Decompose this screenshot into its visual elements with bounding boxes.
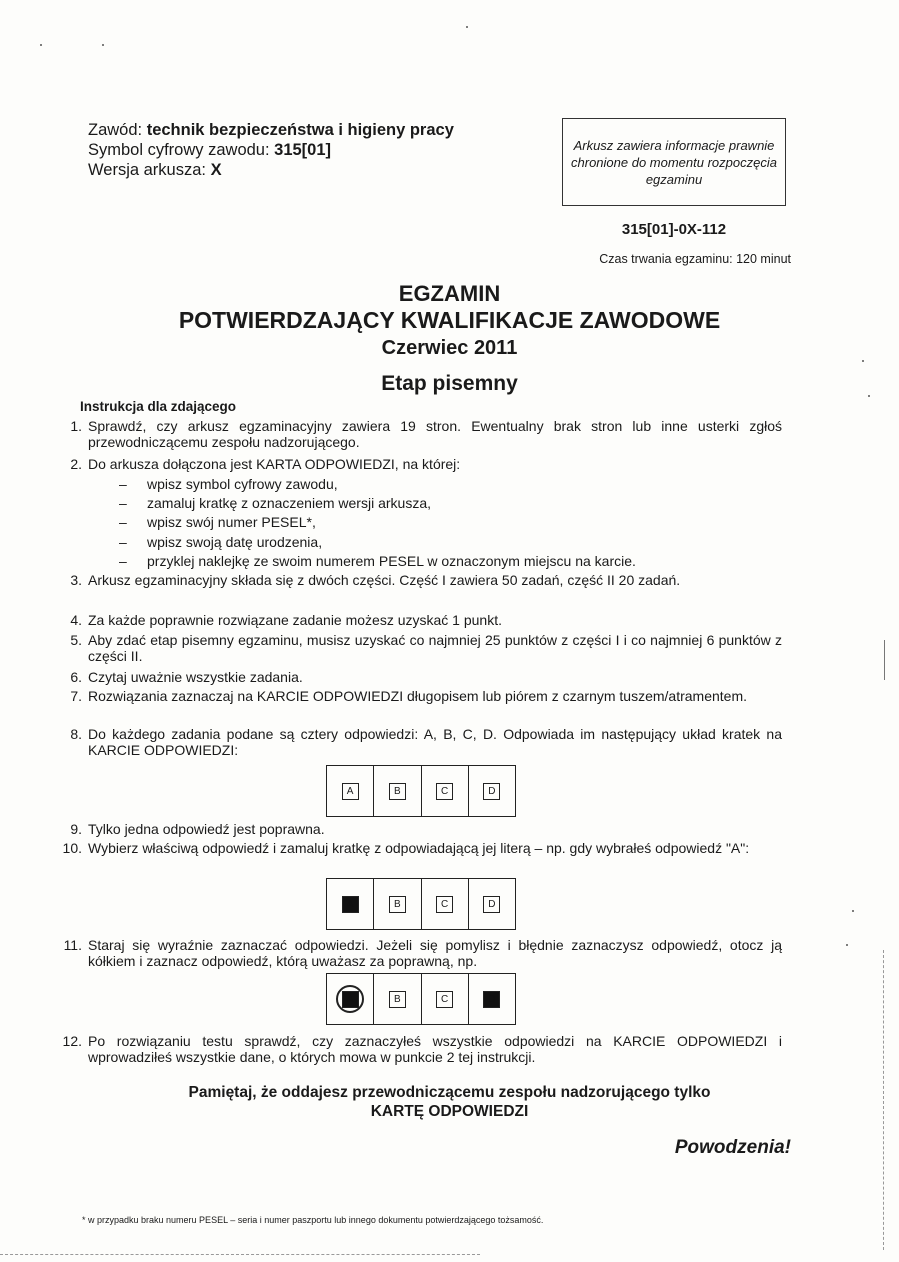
answer-cell-a [327,879,374,929]
subitem-text: wpisz symbol cyfrowy zawodu, [147,476,338,492]
confidential-notice-text: Arkusz zawiera informacje prawnie chronione do momentu rozpoczęcia egzaminu [571,137,777,187]
title-line-1: EGZAMIN [398,281,501,306]
reminder-line-2: KARTĘ ODPOWIEDZI [370,1103,529,1120]
answer-cell-d [469,766,515,816]
answer-box-c: C [436,783,453,800]
symbol-label: Symbol cyfrowy zawodu: [88,141,275,159]
instruction-text: Arkusz egzaminacyjny składa się z dwóch części. Część I zawiera 50 zadań, część II 20 zadań. [88,572,681,588]
answer-cell-b [374,766,421,816]
answer-box-c: C [436,896,453,913]
instruction-number: 4. [70,612,82,628]
subitem-dash: – [119,553,127,569]
profession-value: technik bezpieczeństwa i higieny pracy [146,121,454,139]
subitem-dash: – [119,476,127,492]
answer-cell-c [422,974,469,1024]
instruction-text: Staraj się wyraźnie zaznaczać odpowiedzi. Jeżeli się pomylisz i błędnie zaznaczysz odpowiedź, otocz ją kółkiem i zaznacz odpowiedź, którą uważasz za poprawną, np. [88,937,782,969]
scan-speck [846,944,848,946]
instruction-number: 5. [70,632,82,648]
answer-cell-c [422,766,469,816]
answer-cell-d [469,879,515,929]
subitem-dash: – [119,514,127,530]
instruction-text: Po rozwiązaniu testu sprawdź, czy zaznaczyłeś wszystkie odpowiedzi na KARCIE ODPOWIEDZI i wprowadziłeś wszystkie dane, o których mowa w punkcie 2 tej instrukcji. [88,1033,782,1065]
answer-box-b: B [389,896,406,913]
instruction-text: Do każdego zadania podane są cztery odpowiedzi: A, B, C, D. Odpowiada im następujący układ kratek na KARCIE ODPOWIEDZI: [88,726,782,758]
subitem-text: przyklej naklejkę ze swoim numerem PESEL w oznaczonym miejscu na karcie. [147,553,636,569]
exam-duration: Czas trwania egzaminu: 120 minut [599,252,791,266]
answer-box-d: D [483,783,500,800]
scan-edge-line [883,950,885,1250]
correction-circle [336,985,364,1013]
answer-grid-example-correction [326,973,516,1025]
answer-grid-example-a [326,878,516,930]
instruction-text: Rozwiązania zaznaczaj na KARCIE ODPOWIEDZI długopisem lub piórem z czarnym tuszem/atramentem. [88,688,748,704]
subitem-text: zamaluj kratkę z oznaczeniem wersji arkusza, [147,495,431,511]
instruction-text: Wybierz właściwą odpowiedź i zamaluj kratkę z odpowiadającą jej literą – np. gdy wybrałeś odpowiedź "A": [88,840,750,856]
subitem-text: wpisz swój numer PESEL*, [147,514,316,530]
version-label: Wersja arkusza: [88,161,211,179]
instruction-text: Aby zdać etap pisemny egzaminu, musisz uzyskać co najmniej 25 punktów z części I i co najmniej 6 punktów z części II. [88,632,782,664]
scan-speck [862,360,864,362]
confidential-notice-box [562,118,786,206]
answer-cell-c [422,879,469,929]
scan-bottom-line [0,1254,480,1255]
scan-speck [466,26,468,28]
scan-speck [102,44,104,46]
answer-cell-b [374,879,421,929]
instruction-number: 8. [70,726,82,742]
answer-grid-empty [326,765,516,817]
profession-line [88,120,454,140]
answer-box-b: B [389,991,406,1008]
stage-title: Etap pisemny [381,372,518,395]
instruction-number: 7. [70,688,82,704]
instruction-number: 3. [70,572,82,588]
instruction-number: 12. [62,1033,82,1049]
profession-label: Zawód: [88,121,147,139]
subitem-dash: – [119,495,127,511]
title-line-3: Czerwiec 2011 [381,337,518,359]
instruction-number: 11. [63,937,82,953]
scan-speck [40,44,42,46]
scan-edge-line [884,640,885,680]
good-luck-text: Powodzenia! [674,1137,791,1158]
title-line-2: POTWIERDZAJĄCY KWALIFIKACJE ZAWODOWE [178,307,721,333]
answer-box-a-filled: A [342,991,359,1008]
answer-box-c: C [436,991,453,1008]
sheet-code: 315[01]-0X-112 [621,221,727,238]
instruction-number: 6. [70,669,82,685]
instruction-number: 9. [70,821,82,837]
answer-cell-d [469,974,515,1024]
footnote: * w przypadku braku numeru PESEL – seria i numer paszportu lub innego dokumentu potwierdzającego tożsamość. [82,1215,544,1225]
reminder-line-1: Pamiętaj, że oddajesz przewodniczącemu zespołu nadzorującego tylko [188,1084,711,1101]
instruction-text: Do arkusza dołączona jest KARTA ODPOWIEDZI, na której: [88,456,461,472]
subitem-dash: – [119,534,127,550]
instructions-heading: Instrukcja dla zdającego [80,399,237,414]
subitem-text: wpisz swoją datę urodzenia, [147,534,323,550]
answer-box-b: B [389,783,406,800]
instruction-number: 10. [62,840,82,856]
symbol-value: 315[01] [274,141,332,159]
version-line [88,160,222,180]
answer-box-a-filled: A [342,896,359,913]
instruction-text: Czytaj uważnie wszystkie zadania. [88,669,303,685]
instruction-text: Sprawdź, czy arkusz egzaminacyjny zawiera 19 stron. Ewentualny brak stron lub inne usterki zgłoś przewodniczącemu zespołu nadzorującego. [88,418,782,450]
instruction-text: Tylko jedna odpowiedź jest poprawna. [88,821,325,837]
instruction-number: 2. [70,456,82,472]
answer-cell-a [327,766,374,816]
version-value: X [210,161,222,179]
scan-speck [868,395,870,397]
instruction-number: 1. [70,418,82,434]
answer-cell-b [374,974,421,1024]
answer-cell-a [327,974,374,1024]
answer-box-d-filled: D [483,991,500,1008]
answer-box-d: D [483,896,500,913]
scan-speck [852,910,854,912]
symbol-line [88,140,331,160]
answer-box-a: A [342,783,359,800]
instruction-text: Za każde poprawnie rozwiązane zadanie możesz uzyskać 1 punkt. [88,612,502,628]
